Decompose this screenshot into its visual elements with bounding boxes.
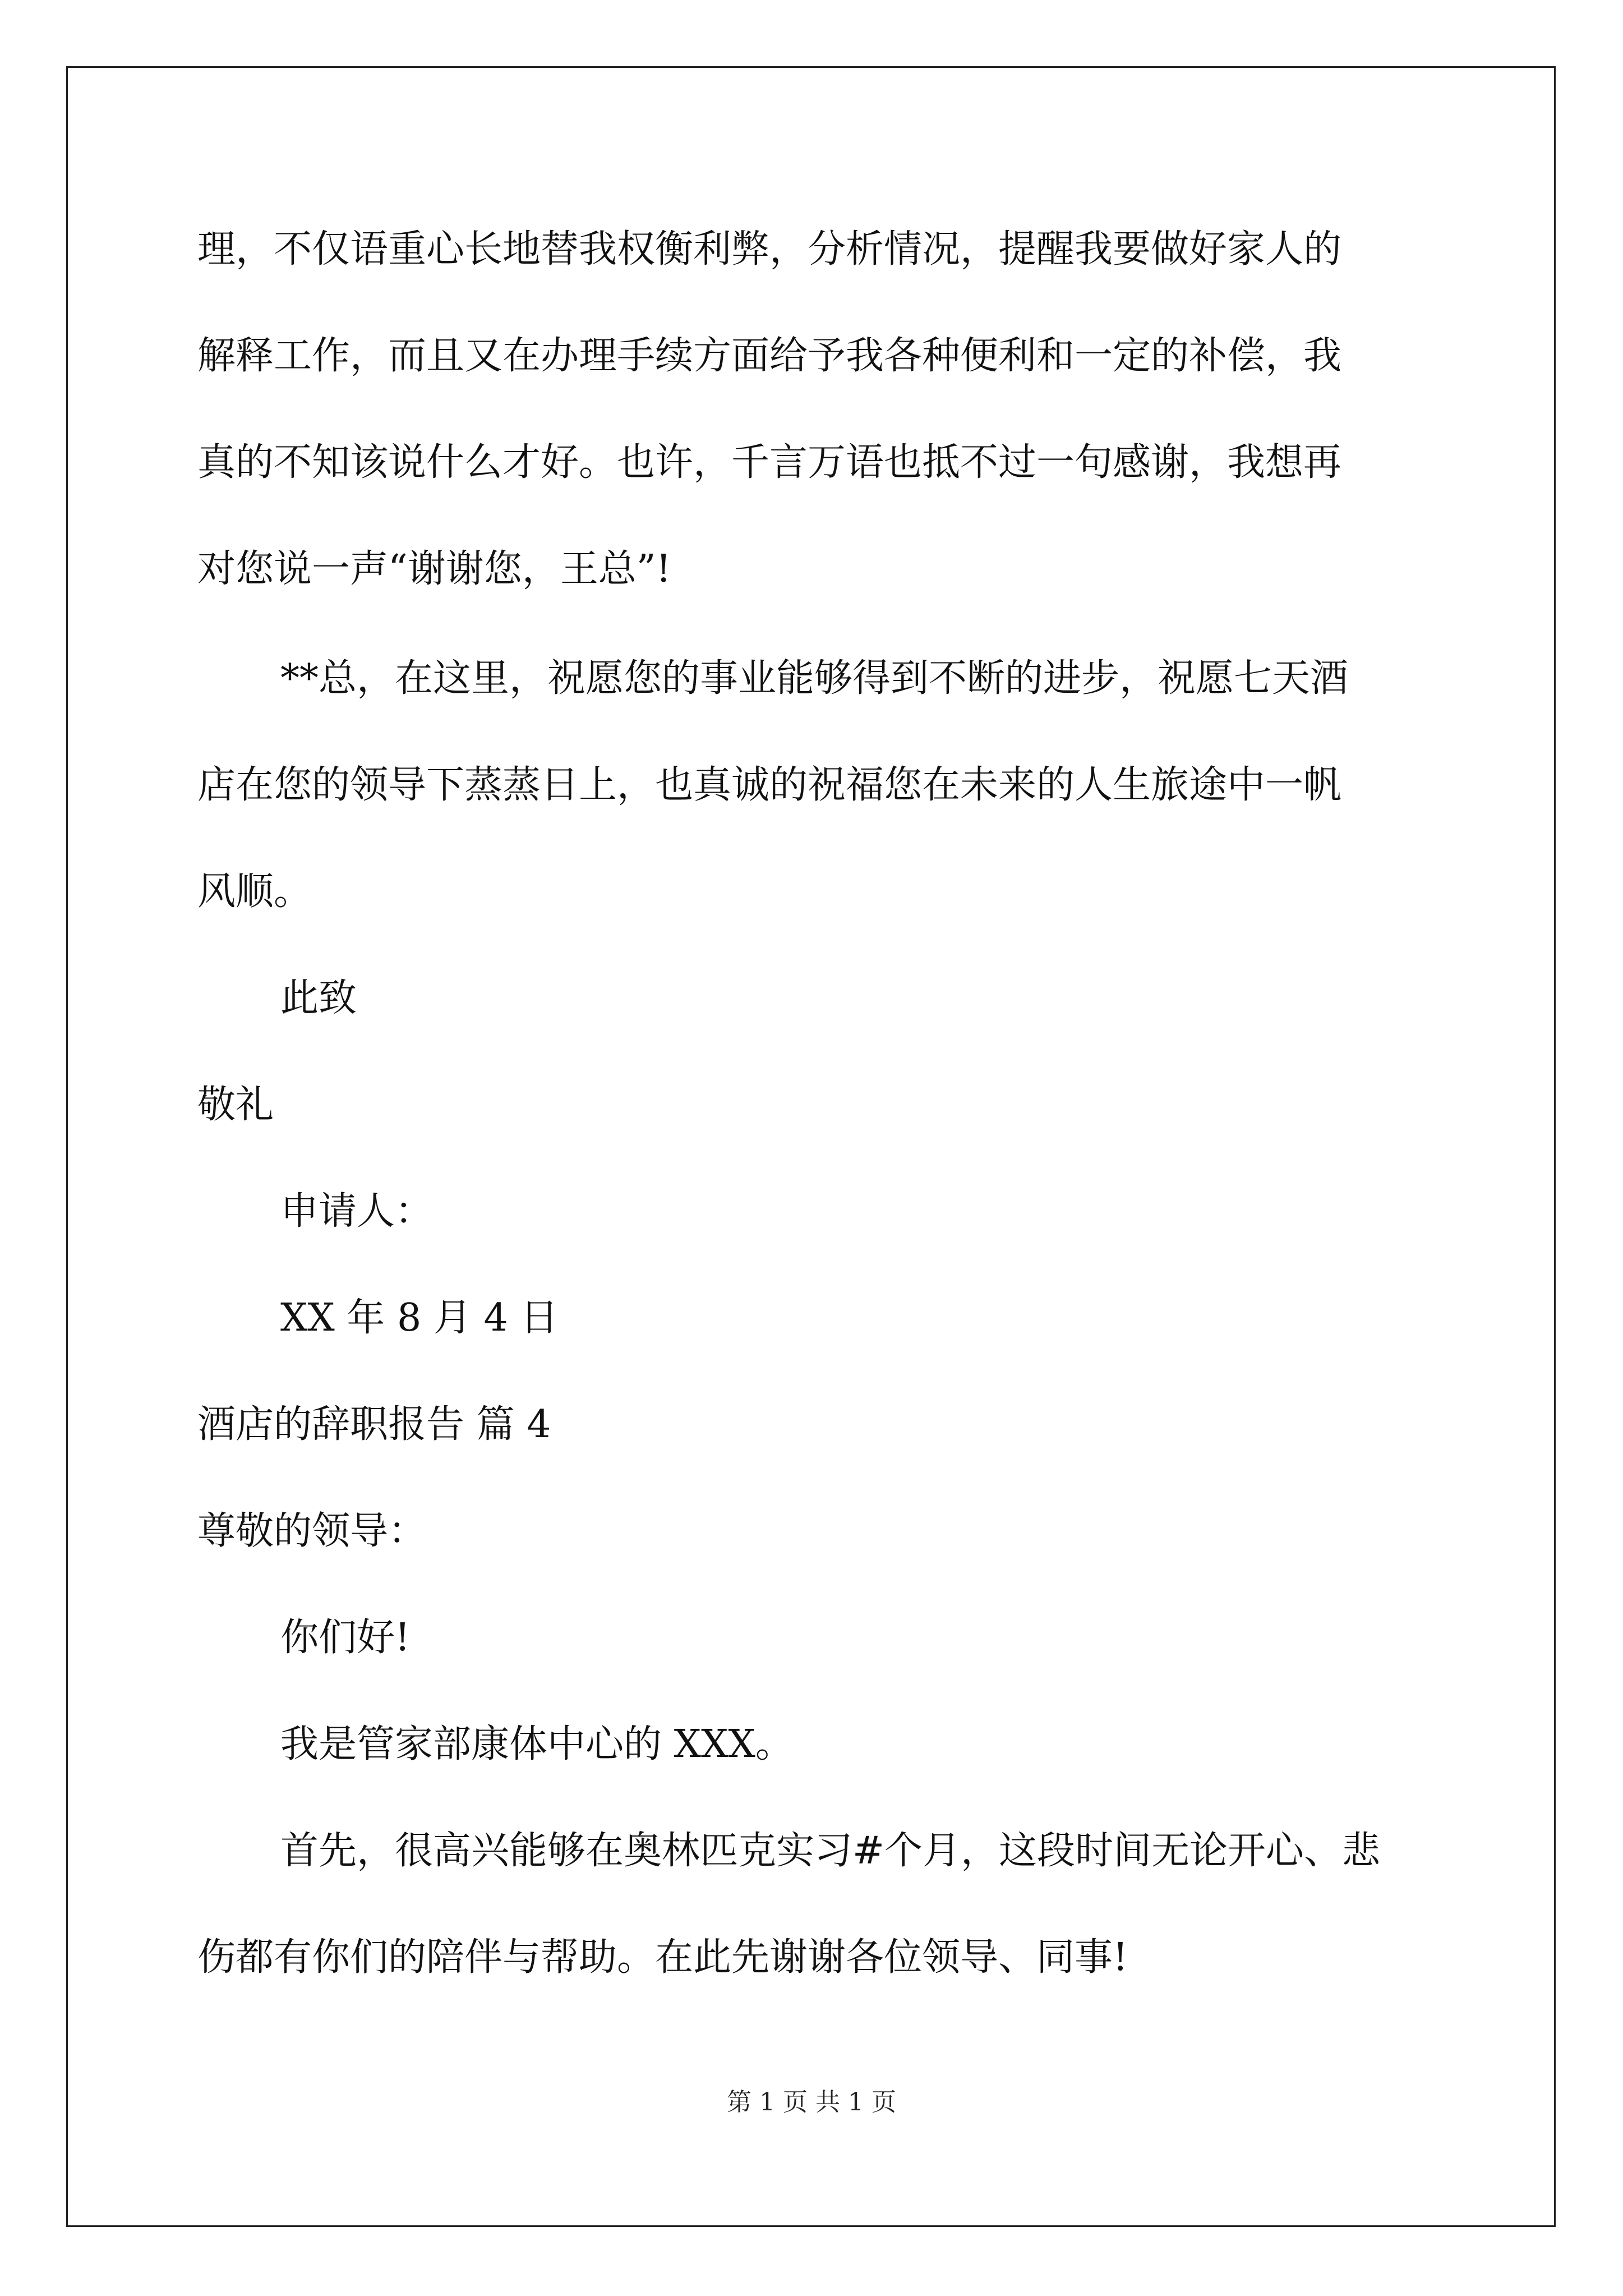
page-border xyxy=(66,66,1556,2227)
date-line: XX 年 8 月 4 日 xyxy=(280,1296,559,1340)
paragraph-line: 理，不仅语重心长地替我权衡利弊，分析情况，提醒我要做好家人的 xyxy=(197,227,1342,272)
paragraph-line: 风顺。 xyxy=(197,869,312,914)
paragraph-line: 伤都有你们的陪伴与帮助。在此先谢谢各位领导、同事! xyxy=(197,1935,1128,1980)
paragraph-line: 首先，很高兴能够在奥林匹克实习#个月，这段时间无论开心、悲 xyxy=(280,1829,1380,1873)
salutation: 敬礼 xyxy=(197,1083,274,1127)
paragraph-line: 真的不知该说什么才好。也许，千言万语也抵不过一句感谢，我想再 xyxy=(197,440,1342,485)
applicant-label: 申请人： xyxy=(280,1189,434,1234)
paragraph-line: **总，在这里，祝愿您的事业能够得到不断的进步，祝愿七天酒 xyxy=(280,656,1349,701)
greeting-recipient: 尊敬的领导： xyxy=(197,1509,427,1553)
greeting: 你们好! xyxy=(280,1616,411,1660)
paragraph-line: 我是管家部康体中心的 XXX。 xyxy=(280,1722,794,1766)
section-heading: 酒店的辞职报告 篇 4 xyxy=(197,1402,551,1447)
paragraph-line: 店在您的领导下蒸蒸日上，也真诚的祝福您在未来的人生旅途中一帆 xyxy=(197,763,1342,807)
paragraph-line: 解释工作，而且又在办理手续方面给予我各种便利和一定的补偿，我 xyxy=(197,334,1342,378)
paragraph-line: 对您说一声“谢谢您，王总”! xyxy=(197,547,671,591)
page-footer: 第 1 页 共 1 页 xyxy=(727,2088,896,2116)
closing-phrase: 此致 xyxy=(280,976,357,1020)
